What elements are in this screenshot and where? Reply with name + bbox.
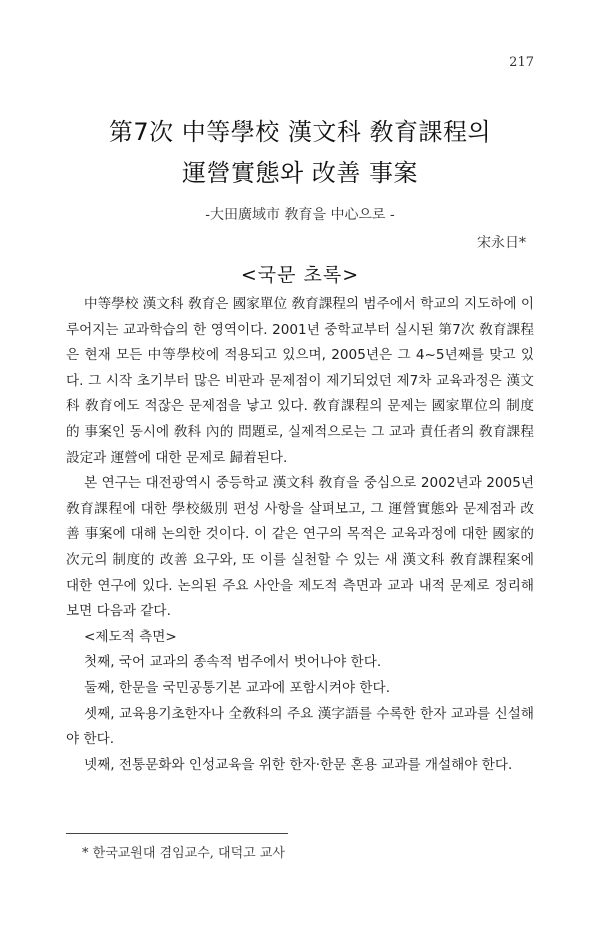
abstract-paragraph-1: 中等學校 漢文科 敎育은 國家單位 敎育課程의 범주에서 학교의 지도하에 이루어지는 교과학습의 한 영역이다. 2001년 중학교부터 실시된 第7次 敎育課程은 현재 모든 中等學校에 적용되고 있으며, 2005년은 그 4~5년째를 맞고 있다. 그 시작 초기부터 많은 비판과 문제점이 제기되었던 제7차 교육과정은 漢文科 敎育에도 적잖은 문제점을 낳고 있다. 敎育課程의 문제는 國家單位의 制度的 事案인 동시에 敎科 內的 問題로, 실제적으로는 그 교과 責任者의 敎育課程 設定과 運營에 대한 문제로 歸着된다. — [66, 296, 534, 466]
abstract-body — [66, 292, 534, 778]
page-number: 217 — [509, 55, 534, 70]
author-name: 宋永日* — [477, 235, 526, 251]
list-item-3: 셋째, 교육용기초한자나 全敎科의 주요 漢字語를 수록한 한자 교과를 신설해야 한다. — [66, 705, 534, 748]
list-item-2: 둘째, 한문을 국민공통기본 교과에 포함시켜야 한다. — [84, 679, 391, 696]
paper-title-line-1: 第7次 中等學校 漢文科 敎育課程의 — [108, 118, 492, 146]
list-item-1: 첫째, 국어 교과의 종속적 범주에서 벗어나야 한다. — [84, 654, 382, 671]
author-footnote: * 한국교원대 겸임교수, 대덕고 교사 — [82, 846, 285, 861]
abstract-heading: <국문 초록> — [240, 264, 360, 286]
abstract-paragraph-2: 본 연구는 대전광역시 중등학교 漢文科 敎育을 중심으로 2002년과 2005년 敎育課程에 대한 學校級別 편성 사항을 살펴보고, 그 運營實態와 문제점과 改善 事案에 대해 논의한 것이다. 이 같은 연구의 목적은 교육과정에 대한 國家的 次元의 制度的 改善 요구와, 또 이를 실천할 수 있는 새 漢文科 敎育課程案에 대한 연구에 있다. 논의된 주요 사안을 제도적 측면과 교과 내적 문제로 정리해 보면 다음과 같다. — [66, 475, 534, 620]
paper-title-line-2: 運營實態와 改善 事案 — [182, 159, 418, 187]
institutional-aspect-heading: <제도적 측면> — [84, 628, 177, 645]
list-item-4: 넷째, 전통문화와 인성교육을 위한 한자·한문 혼용 교과를 개설해야 한다. — [84, 756, 513, 773]
footnote-divider — [66, 833, 288, 834]
paper-subtitle: -大田廣域市 敎育을 中心으로 - — [205, 207, 395, 223]
